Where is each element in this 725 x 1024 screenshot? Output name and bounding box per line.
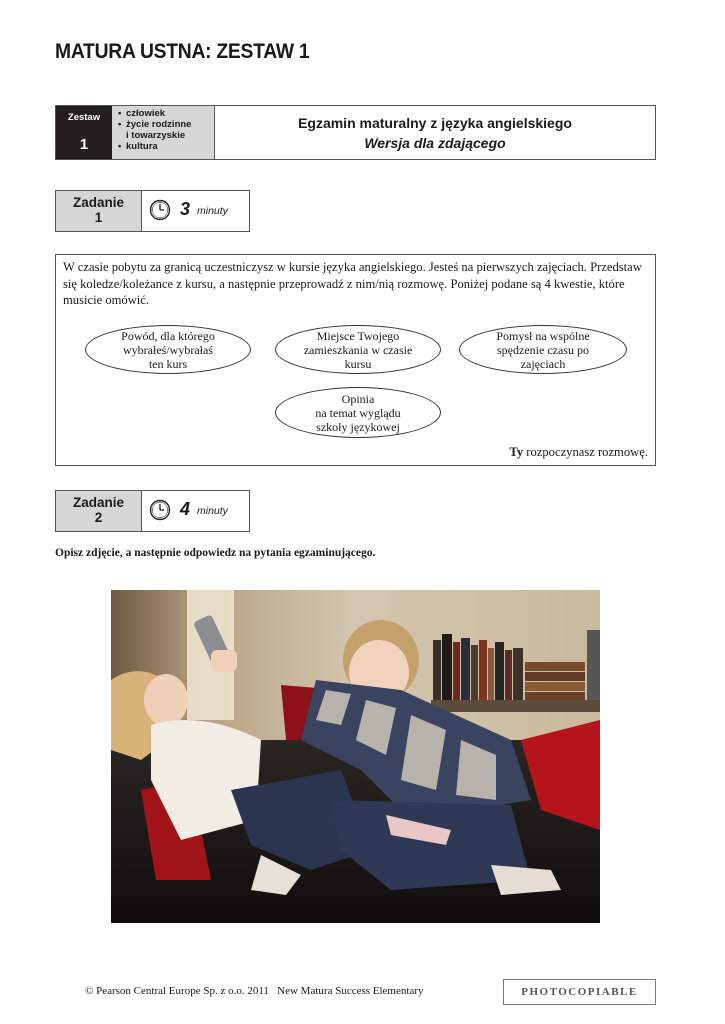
topic-item: i towarzyskie xyxy=(126,130,186,141)
task1-label xyxy=(56,191,142,231)
task2-instruction: Opisz zdjęcie, a następnie odpowiedz na pytania egzaminującego. xyxy=(55,547,376,559)
task1-body xyxy=(55,254,656,466)
page-title: MATURA USTNA: ZESTAW 1 xyxy=(55,40,310,63)
task1-footer-text: rozpoczynasz rozmowę. xyxy=(523,445,648,459)
zestaw-number: 1 xyxy=(79,136,89,153)
task2-time-value: 4 xyxy=(180,499,191,519)
discussion-point-4: Opinia na temat wyglądu szkoły językowej xyxy=(275,387,441,438)
photocopiable-stamp: PHOTOCOPIABLE xyxy=(503,979,656,1005)
discussion-point-1: Powód, dla którego wybrałeś/wybrałaś ten kurs xyxy=(85,325,251,374)
task2-label-word: Zadanie xyxy=(72,495,124,510)
task1-label-word: Zadanie xyxy=(72,195,124,210)
topics-list xyxy=(118,108,191,152)
task1-footer xyxy=(509,445,648,460)
zestaw-label: Zestaw xyxy=(67,112,101,123)
task1-header xyxy=(55,190,250,232)
topic-item: • życie rodzinne xyxy=(118,119,191,130)
exam-subtitle: Wersja dla zdającego xyxy=(364,135,506,151)
exam-title: Egzamin maturalny z języka angielskiego xyxy=(298,115,572,131)
discussion-point-2: Miejsce Twojego zamieszkania w czasie kursu xyxy=(275,325,441,374)
discussion-point-3: Pomysł na wspólne spędzenie czasu po zajęciach xyxy=(459,325,627,374)
zestaw-cell xyxy=(56,106,112,159)
task2-time-unit: minuty xyxy=(197,505,228,517)
task2-label xyxy=(56,491,142,531)
clock-icon xyxy=(149,199,171,221)
task1-footer-bold: Ty xyxy=(509,445,524,459)
task1-time-value: 3 xyxy=(180,199,191,219)
task2-header xyxy=(55,490,250,532)
task1-time-unit: minuty xyxy=(197,205,228,217)
footer-copyright: © Pearson Central Europe Sp. z o.o. 2011 New Matura Success Elementary xyxy=(85,985,424,997)
topic-item: • człowiek xyxy=(118,108,191,119)
topic-item: • kultura xyxy=(118,141,191,152)
photo-children-on-sofa xyxy=(111,590,600,923)
task2-label-number: 2 xyxy=(94,510,103,525)
clock-icon xyxy=(149,499,171,521)
task1-intro: W czasie pobytu za granicą uczestniczysz w kursie języka angielskiego. Jesteś na pierwszych zajęciach. Przedstaw się koledze/koleżance z kursu, a następnie przeprowadź z nim/nią rozmowę. Poniżej podane są 4 kwestie, które musicie omówić. xyxy=(63,260,642,307)
exam-header xyxy=(55,105,656,160)
task1-label-number: 1 xyxy=(94,210,103,225)
topics-cell xyxy=(112,106,215,159)
